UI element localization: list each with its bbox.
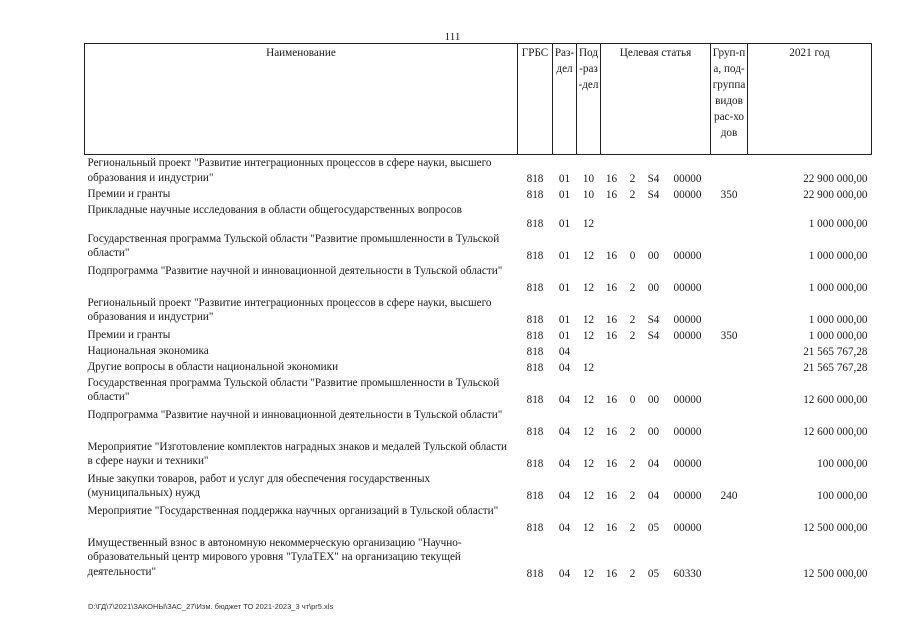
row-expense-type — [711, 376, 748, 408]
row-grbs: 818 — [526, 394, 544, 406]
row-target-program: 16 — [605, 426, 618, 438]
row-name: Иные закупки товаров, работ и услуг для обеспечения государственных (муниципальных) нужд — [87, 472, 431, 499]
row-grbs: 818 — [526, 218, 544, 230]
row-grbs: 818 — [526, 458, 544, 470]
row-name: Прикладные научные исследования в области общегосударственных вопросов — [87, 203, 462, 216]
row-target-direction: 00000 — [673, 522, 702, 534]
table-row — [85, 376, 872, 408]
row-razdel: 04 — [558, 346, 571, 358]
row-target-direction: 00000 — [673, 426, 702, 438]
row-expense-type — [711, 536, 748, 582]
row-target-direction: 00000 — [673, 282, 702, 294]
row-target-subprogram: 0 — [629, 394, 636, 406]
row-grbs: 818 — [526, 173, 544, 185]
row-amount: 12 600 000,00 — [803, 394, 868, 406]
header-grbs: ГРБС — [518, 44, 553, 155]
row-target-subprogram — [623, 203, 643, 232]
row-podrazdel: 12 — [582, 362, 595, 374]
row-grbs: 818 — [526, 490, 544, 502]
row-target-subprogram: 2 — [629, 282, 636, 294]
row-target-subprogram: 2 — [629, 189, 636, 201]
row-amount: 21 565 767,28 — [803, 346, 868, 358]
table-row — [85, 296, 872, 328]
table-row — [85, 504, 872, 536]
row-target-program: 16 — [605, 330, 618, 342]
row-target-direction: 00000 — [673, 394, 702, 406]
row-amount: 22 900 000,00 — [803, 189, 868, 201]
row-target-direction: 00000 — [673, 458, 702, 470]
row-podrazdel: 12 — [582, 568, 595, 580]
row-amount: 1 000 000,00 — [808, 218, 868, 230]
row-grbs: 818 — [526, 426, 544, 438]
row-amount: 1 000 000,00 — [808, 282, 868, 294]
row-grbs: 818 — [526, 282, 544, 294]
table-row — [85, 408, 872, 440]
row-target-subprogram: 2 — [629, 314, 636, 326]
table-row — [85, 187, 872, 203]
row-target-direction: 00000 — [673, 330, 702, 342]
header-razdel: Раз-дел — [553, 44, 577, 155]
row-podrazdel — [577, 344, 601, 360]
row-name: Мероприятие "Государственная поддержка научных организаций в Тульской области" — [87, 504, 499, 517]
row-target-direction: 00000 — [673, 314, 702, 326]
table-row — [85, 232, 872, 264]
row-grbs: 818 — [526, 250, 544, 262]
row-razdel: 04 — [558, 490, 571, 502]
row-podrazdel: 12 — [582, 314, 595, 326]
row-name: Мероприятие "Изготовление комплектов наградных знаков и медалей Тульской области в сфере науки и техники" — [87, 440, 507, 467]
row-target-event: 04 — [647, 458, 660, 470]
row-amount: 100 000,00 — [817, 458, 868, 470]
row-grbs: 818 — [526, 330, 544, 342]
row-target-subprogram: 2 — [629, 522, 636, 534]
row-target-program: 16 — [605, 458, 618, 470]
row-expense-type — [711, 360, 748, 376]
row-target-event: 05 — [647, 522, 660, 534]
row-podrazdel: 12 — [582, 218, 595, 230]
row-name: Подпрограмма "Развитие научной и инновационной деятельности в Тульской области" — [87, 408, 503, 421]
table-row — [85, 344, 872, 360]
row-expense-type: 240 — [720, 490, 738, 502]
row-grbs: 818 — [526, 346, 544, 358]
row-target-event: 05 — [647, 568, 660, 580]
row-name: Региональный проект "Развитие интеграционных процессов в сфере науки, высшего образования и индустрии" — [87, 296, 492, 323]
row-target-direction: 60330 — [673, 568, 702, 580]
row-target-event: 00 — [647, 426, 660, 438]
table-row — [85, 472, 872, 504]
row-name: Имущественный взнос в автономную некоммерческую организацию "Научно-образовательный центр мирового уровня "ТулаТЕХ" на организацию текущей деятельности" — [87, 536, 462, 578]
file-path-footer: D:\ГД\7\2021\ЗАКОНЫ\ЗАС_27\Изм. бюджет ТО 2021-2023_3 чт\pr5.xls — [88, 602, 334, 611]
header-target: Целевая статья — [601, 44, 711, 155]
row-target-program: 16 — [605, 250, 618, 262]
row-razdel: 01 — [558, 218, 571, 230]
row-target-direction: 00000 — [673, 189, 702, 201]
row-target-program: 16 — [605, 282, 618, 294]
row-name: Региональный проект "Развитие интеграционных процессов в сфере науки, высшего образования и индустрии" — [87, 157, 492, 184]
table-row — [85, 203, 872, 232]
row-target-direction — [665, 360, 711, 376]
row-amount: 12 600 000,00 — [803, 426, 868, 438]
row-name: Другие вопросы в области национальной экономики — [87, 360, 339, 373]
row-expense-type — [711, 440, 748, 472]
row-target-event — [643, 344, 665, 360]
row-razdel: 01 — [558, 250, 571, 262]
row-target-event: S4 — [647, 330, 660, 342]
row-razdel: 04 — [558, 362, 571, 374]
row-grbs: 818 — [526, 314, 544, 326]
row-name: Подпрограмма "Развитие научной и инновационной деятельности в Тульской области" — [87, 264, 503, 277]
row-razdel: 04 — [558, 394, 571, 406]
row-grbs: 818 — [526, 568, 544, 580]
row-razdel: 04 — [558, 458, 571, 470]
table-row — [85, 360, 872, 376]
row-target-program — [601, 203, 623, 232]
row-amount: 21 565 767,28 — [803, 362, 868, 374]
row-amount: 1 000 000,00 — [808, 250, 868, 262]
table-row — [85, 440, 872, 472]
row-razdel: 01 — [558, 282, 571, 294]
row-expense-type: 350 — [720, 189, 738, 201]
budget-table — [84, 43, 872, 582]
row-razdel: 01 — [558, 330, 571, 342]
row-grbs: 818 — [526, 362, 544, 374]
row-expense-type — [711, 232, 748, 264]
row-target-subprogram — [623, 360, 643, 376]
row-target-program: 16 — [605, 490, 618, 502]
row-expense-type — [711, 203, 748, 232]
row-target-direction: 00000 — [673, 173, 702, 185]
row-target-direction — [665, 203, 711, 232]
row-target-event: 04 — [647, 490, 660, 502]
row-target-subprogram — [623, 344, 643, 360]
row-podrazdel: 10 — [582, 173, 595, 185]
row-expense-type — [711, 264, 748, 296]
row-grbs: 818 — [526, 522, 544, 534]
row-target-event — [643, 360, 665, 376]
row-target-event: 00 — [647, 394, 660, 406]
row-target-subprogram: 2 — [629, 490, 636, 502]
table-row — [85, 264, 872, 296]
row-target-subprogram: 2 — [629, 173, 636, 185]
row-target-program — [601, 360, 623, 376]
row-podrazdel: 12 — [582, 426, 595, 438]
table-row — [85, 536, 872, 582]
row-target-event: S4 — [647, 314, 660, 326]
header-row — [85, 44, 872, 155]
row-target-direction — [665, 344, 711, 360]
row-razdel: 04 — [558, 522, 571, 534]
row-expense-type — [711, 296, 748, 328]
row-amount: 1 000 000,00 — [808, 330, 868, 342]
row-target-program — [601, 344, 623, 360]
row-target-event — [643, 203, 665, 232]
row-target-subprogram: 2 — [629, 458, 636, 470]
row-podrazdel: 12 — [582, 522, 595, 534]
row-expense-type — [711, 408, 748, 440]
row-expense-type — [711, 155, 748, 187]
row-amount: 100 000,00 — [817, 490, 868, 502]
header-podrazdel: Под-раз-дел — [577, 44, 601, 155]
row-expense-type: 350 — [720, 330, 738, 342]
row-razdel: 01 — [558, 314, 571, 326]
row-target-program: 16 — [605, 173, 618, 185]
row-target-subprogram: 2 — [629, 330, 636, 342]
row-target-subprogram: 0 — [629, 250, 636, 262]
row-amount: 1 000 000,00 — [808, 314, 868, 326]
header-vid: Груп-па, под-группа видов рас-ходов — [711, 44, 748, 155]
row-podrazdel: 12 — [582, 458, 595, 470]
table-row — [85, 155, 872, 187]
row-podrazdel: 12 — [582, 394, 595, 406]
row-target-direction: 00000 — [673, 490, 702, 502]
row-target-program: 16 — [605, 522, 618, 534]
row-name: Премии и гранты — [87, 328, 171, 341]
row-name: Национальная экономика — [87, 344, 209, 357]
row-podrazdel: 12 — [582, 250, 595, 262]
row-razdel: 04 — [558, 568, 571, 580]
row-target-event: S4 — [647, 189, 660, 201]
header-name: Наименование — [85, 44, 518, 155]
row-target-event: 00 — [647, 282, 660, 294]
row-podrazdel: 12 — [582, 490, 595, 502]
row-razdel: 01 — [558, 189, 571, 201]
row-target-event: S4 — [647, 173, 660, 185]
row-razdel: 01 — [558, 173, 571, 185]
row-amount: 12 500 000,00 — [803, 522, 868, 534]
row-target-program: 16 — [605, 189, 618, 201]
page-number: 111 — [444, 31, 461, 43]
row-target-program: 16 — [605, 314, 618, 326]
row-expense-type — [711, 504, 748, 536]
row-name: Премии и гранты — [87, 187, 171, 200]
row-name: Государственная программа Тульской области "Развитие промышленности в Тульской области" — [87, 376, 500, 403]
row-target-event: 00 — [647, 250, 660, 262]
row-expense-type — [711, 344, 748, 360]
row-amount: 22 900 000,00 — [803, 173, 868, 185]
row-podrazdel: 10 — [582, 189, 595, 201]
row-podrazdel: 12 — [582, 282, 595, 294]
row-target-subprogram: 2 — [629, 568, 636, 580]
row-target-program: 16 — [605, 394, 618, 406]
row-target-subprogram: 2 — [629, 426, 636, 438]
table-row — [85, 328, 872, 344]
table-body — [85, 155, 872, 582]
row-target-program: 16 — [605, 568, 618, 580]
row-amount: 12 500 000,00 — [803, 568, 868, 580]
row-podrazdel: 12 — [582, 330, 595, 342]
row-target-direction: 00000 — [673, 250, 702, 262]
row-grbs: 818 — [526, 189, 544, 201]
row-name: Государственная программа Тульской области "Развитие промышленности в Тульской области" — [87, 232, 500, 259]
row-razdel: 04 — [558, 426, 571, 438]
header-year: 2021 год — [748, 44, 872, 155]
